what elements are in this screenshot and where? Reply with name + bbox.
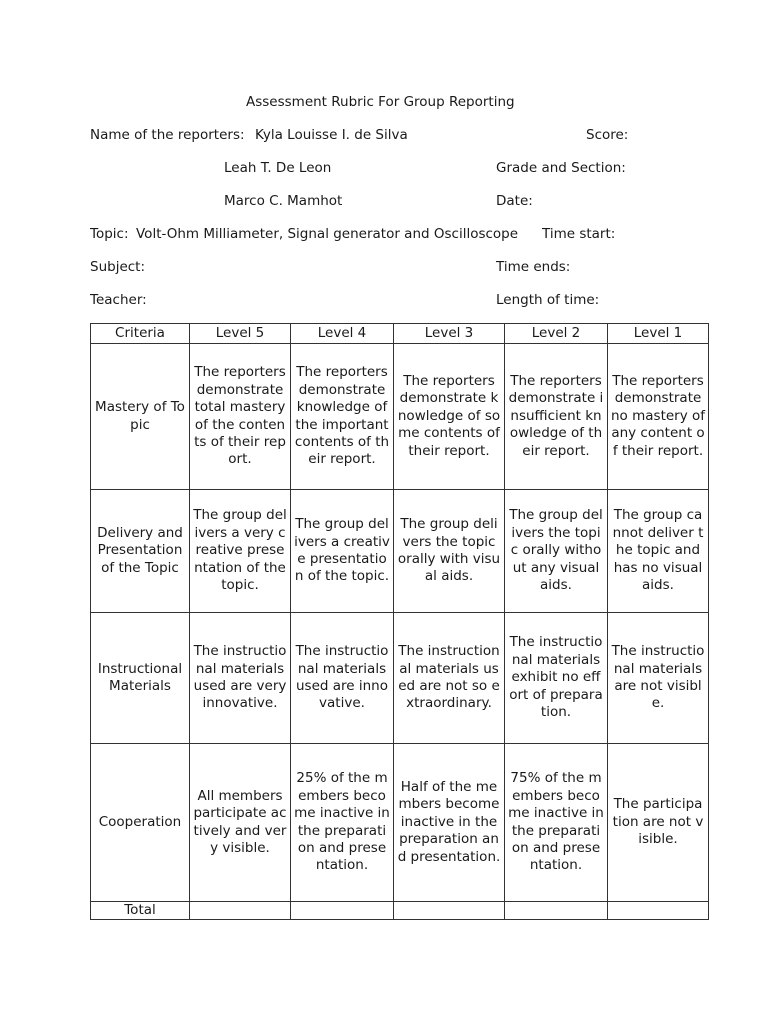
total-cell: [608, 902, 709, 920]
score-label: Score:: [586, 127, 629, 143]
topic-value: Volt-Ohm Milliameter, Signal generator and Oscilloscope: [136, 226, 519, 242]
criteria-cell: Cooperation: [91, 744, 190, 902]
reporter-name-3: Marco C. Mamhot: [224, 193, 343, 209]
table-cell: The reporters demonstrate knowledge of the important contents of their report.: [291, 344, 394, 490]
table-cell: 75% of the members become inactive in the preparation and presentation.: [505, 744, 608, 902]
table-cell: The group delivers the topic orally without any visual aids.: [505, 490, 608, 613]
table-cell: Half of the members become inactive in the preparation and presentation.: [394, 744, 505, 902]
header-level-4: Level 4: [291, 324, 394, 344]
reporters-label: Name of the reporters:: [90, 127, 245, 143]
topic-label: Topic:: [90, 226, 129, 242]
rubric-table: [90, 323, 709, 920]
table-cell: The instructional materials exhibit no effort of preparation.: [505, 613, 608, 744]
reporter-name-1: Kyla Louisse I. de Silva: [255, 127, 408, 143]
table-cell: The group delivers the topic orally with visual aids.: [394, 490, 505, 613]
grade-section-label: Grade and Section:: [496, 160, 626, 176]
table-row: [91, 613, 709, 744]
reporter-name-2: Leah T. De Leon: [224, 160, 332, 176]
table-cell: The participation are not visible.: [608, 744, 709, 902]
table-cell: The reporters demonstrate no mastery of any content of their report.: [608, 344, 709, 490]
header-level-2: Level 2: [505, 324, 608, 344]
time-start-label: Time start:: [542, 226, 616, 242]
header-criteria: Criteria: [91, 324, 190, 344]
length-of-time-label: Length of time:: [496, 292, 600, 308]
total-row: [91, 902, 709, 920]
header-level-3: Level 3: [394, 324, 505, 344]
table-cell: The instructional materials used are very innovative.: [190, 613, 291, 744]
table-row: [91, 490, 709, 613]
table-cell: The instructional materials are not visible.: [608, 613, 709, 744]
table-row: [91, 744, 709, 902]
table-cell: 25% of the members become inactive in the preparation and presentation.: [291, 744, 394, 902]
time-ends-label: Time ends:: [496, 259, 571, 275]
table-row: [91, 344, 709, 490]
table-cell: The instructional materials used are innovative.: [291, 613, 394, 744]
criteria-cell: Delivery and Presentation of the Topic: [91, 490, 190, 613]
table-cell: The reporters demonstrate knowledge of some contents of their report.: [394, 344, 505, 490]
table-cell: The instructional materials used are not so extraordinary.: [394, 613, 505, 744]
table-cell: The group cannot deliver the topic and has no visual aids.: [608, 490, 709, 613]
table-cell: The reporters demonstrate total mastery of the contents of their report.: [190, 344, 291, 490]
criteria-cell: Instructional Materials: [91, 613, 190, 744]
header-level-1: Level 1: [608, 324, 709, 344]
teacher-label: Teacher:: [90, 292, 147, 308]
table-cell: The group delivers a very creative presentation of the topic.: [190, 490, 291, 613]
total-cell: [291, 902, 394, 920]
subject-label: Subject:: [90, 259, 146, 275]
table-cell: The group delivers a creative presentation of the topic.: [291, 490, 394, 613]
total-cell: [190, 902, 291, 920]
page-title: Assessment Rubric For Group Reporting: [246, 94, 515, 110]
total-cell: [394, 902, 505, 920]
header-level-5: Level 5: [190, 324, 291, 344]
date-label: Date:: [496, 193, 533, 209]
table-cell: The reporters demonstrate insufficient knowledge of their report.: [505, 344, 608, 490]
total-label: Total: [91, 902, 190, 920]
criteria-cell: Mastery of Topic: [91, 344, 190, 490]
total-cell: [505, 902, 608, 920]
table-cell: All members participate actively and very visible.: [190, 744, 291, 902]
header-row: [91, 324, 709, 344]
